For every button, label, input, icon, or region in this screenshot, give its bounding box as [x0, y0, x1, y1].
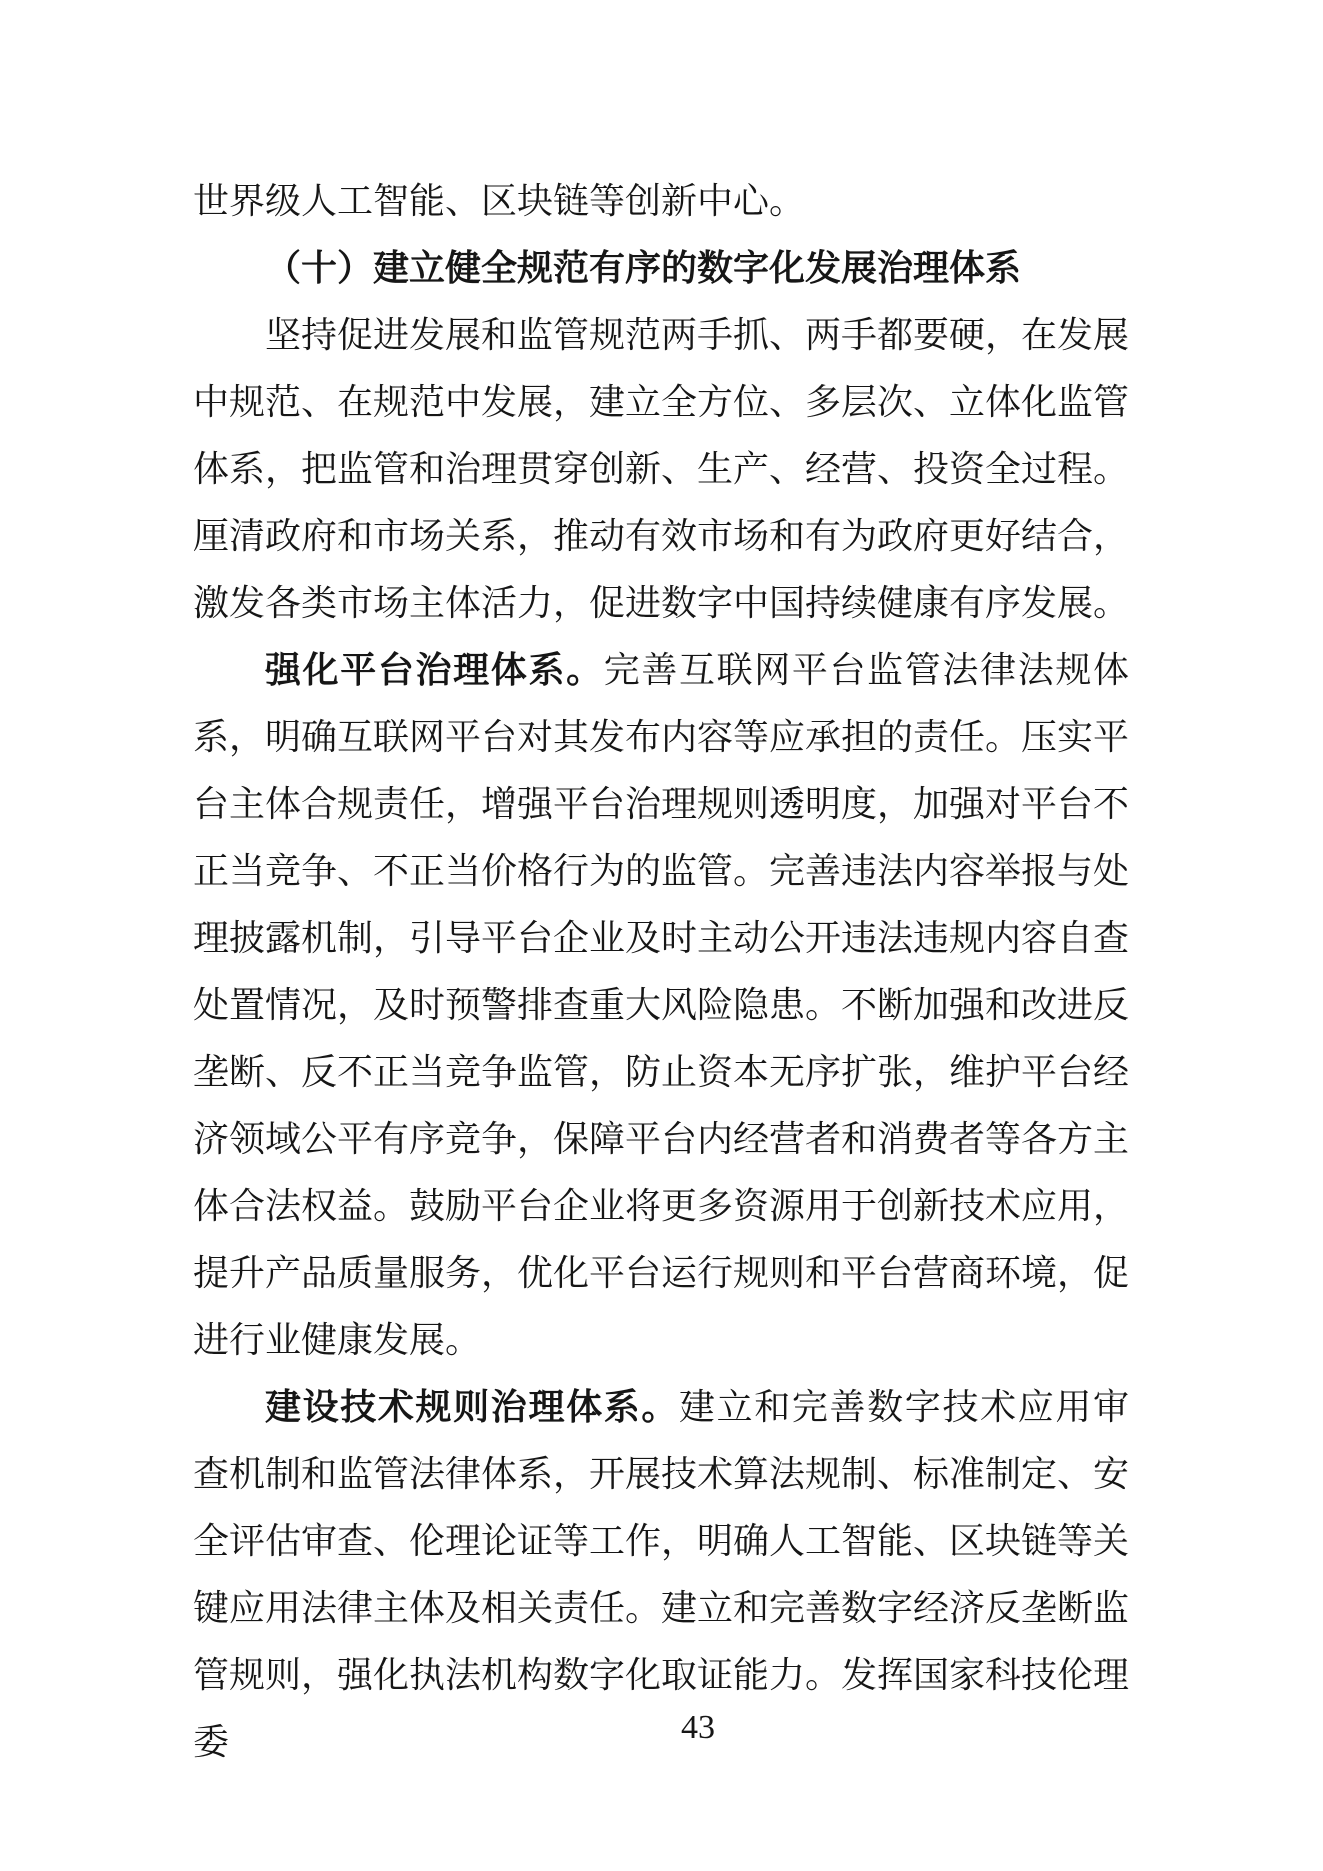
- paragraph-text-technical-rules: 建立和完善数字技术应用审查机制和监管法律体系，开展技术算法规制、标准制定、安全评估审查、伦理论证等工作，明确人工智能、区块链等关键应用法律主体及相关责任。建立和完善数字经济反垄断监管规则，强化执法机构数字化取证能力。发挥国家科技伦理委: [193, 1387, 1130, 1762]
- document-page: [193, 168, 1129, 1776]
- section-heading: （十）建立健全规范有序的数字化发展治理体系: [265, 248, 1022, 288]
- paragraph-lead-platform-governance: 强化平台治理体系。: [265, 650, 604, 690]
- page-number: 43: [681, 1709, 715, 1746]
- paragraph-governance-overview: 坚持促进发展和监管规范两手抓、两手都要硬，在发展中规范、在规范中发展，建立全方位、多层次、立体化监管体系，把监管和治理贯穿创新、生产、经营、投资全过程。厘清政府和市场关系，推动有效市场和有为政府更好结合，激发各类市场主体活力，促进数字中国持续健康有序发展。: [193, 315, 1130, 623]
- paragraph-lead-technical-rules: 建设技术规则治理体系。: [265, 1387, 679, 1427]
- paragraph-continuation: 世界级人工智能、区块链等创新中心。: [193, 181, 806, 221]
- paragraph-text-platform-governance: 完善互联网平台监管法律法规体系，明确互联网平台对其发布内容等应承担的责任。压实平台主体合规责任，增强平台治理规则透明度，加强对平台不正当竞争、不正当价格行为的监管。完善违法内容举报与处理披露机制，引导平台企业及时主动公开违法违规内容自查处置情况，及时预警排查重大风险隐患。不断加强和改进反垄断、反不正当竞争监管，防止资本无序扩张，维护平台经济领域公平有序竞争，保障平台内经营者和消费者等各方主体合法权益。鼓励平台企业将更多资源用于创新技术应用，提升产品质量服务，优化平台运行规则和平台营商环境，促进行业健康发展。: [193, 650, 1130, 1360]
- paragraph-platform-governance: [193, 637, 1129, 1374]
